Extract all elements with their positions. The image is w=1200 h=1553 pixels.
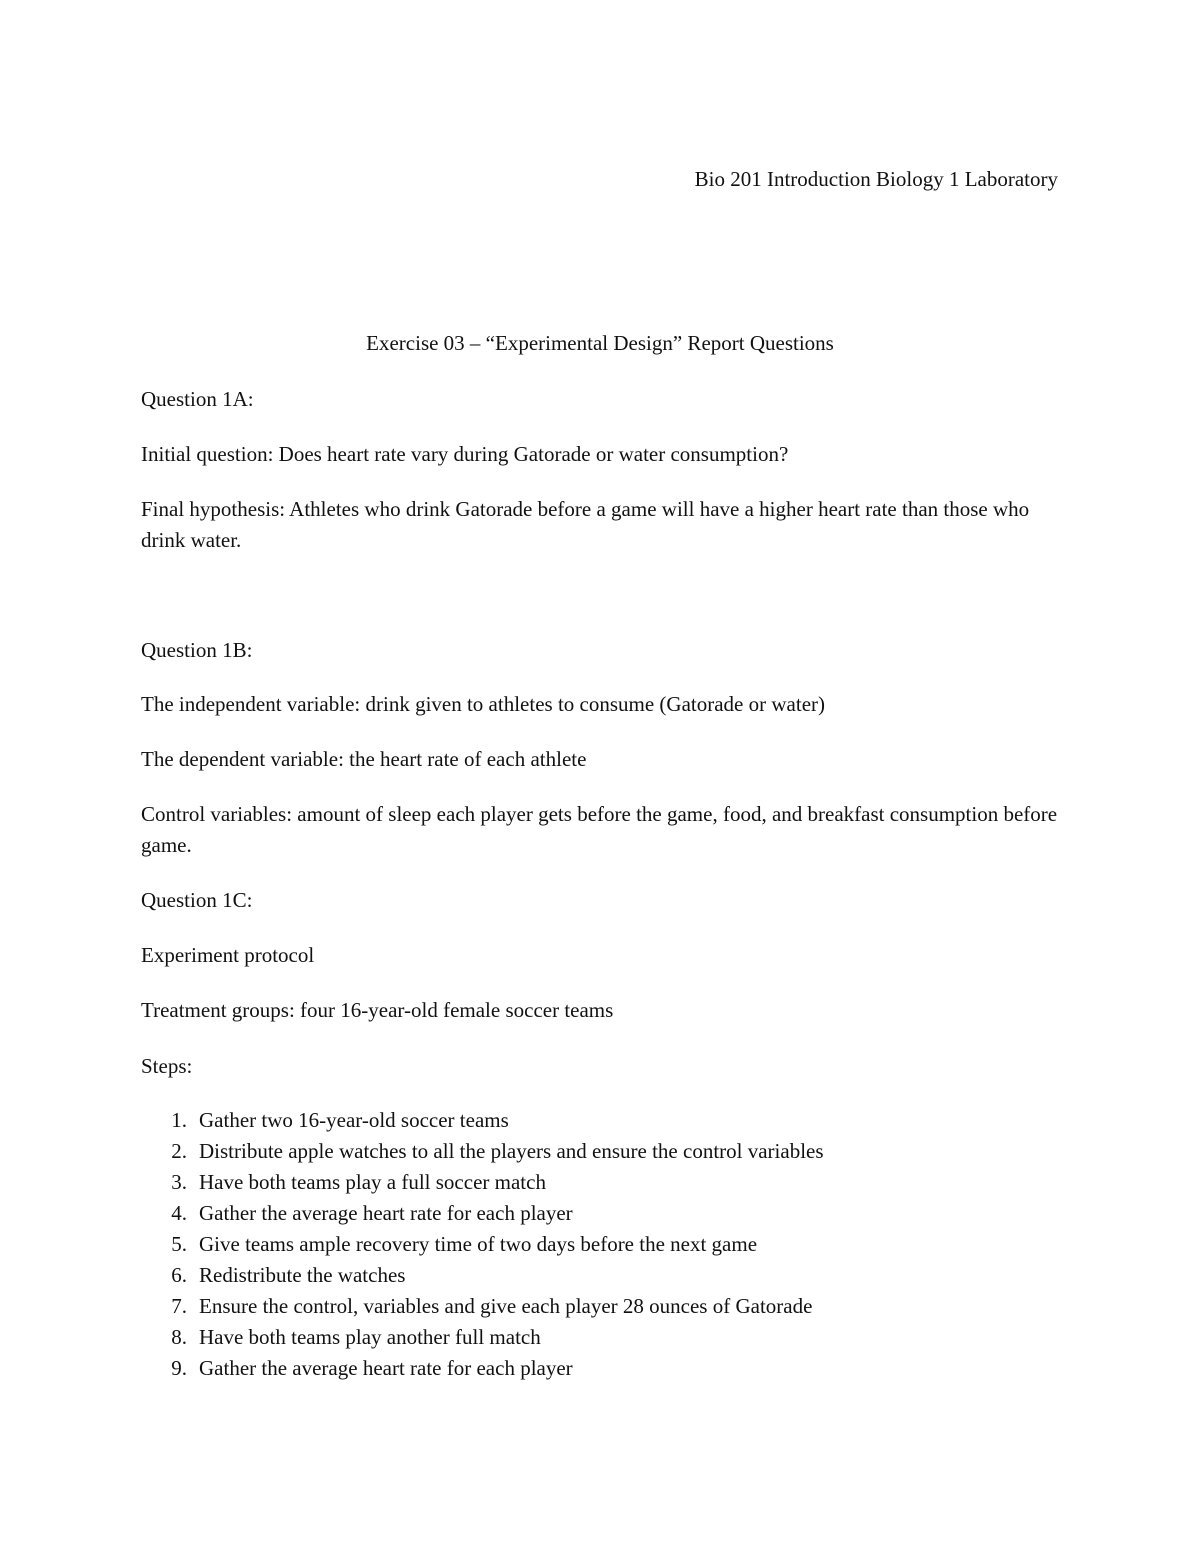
step-number: 1. (171, 1108, 187, 1132)
step-text: Give teams ample recovery time of two days before the next game (199, 1232, 758, 1256)
experiment-protocol: Experiment protocol (141, 943, 315, 967)
step-text: Have both teams play a full soccer match (199, 1170, 546, 1194)
course-header: Bio 201 Introduction Biology 1 Laboratory (694, 167, 1058, 191)
list-item (141, 1353, 824, 1384)
list-item (141, 1291, 824, 1322)
step-text: Distribute apple watches to all the players and ensure the control variables (199, 1139, 824, 1163)
step-number: 3. (171, 1170, 187, 1194)
step-text: Ensure the control, variables and give each player 28 ounces of Gatorade (199, 1294, 813, 1318)
list-item (141, 1105, 824, 1136)
question-1b-heading: Question 1B: (141, 638, 253, 662)
step-number: 4. (171, 1201, 187, 1225)
initial-question: Initial question: Does heart rate vary during Gatorade or water consumption? (141, 442, 789, 466)
steps-label: Steps: (141, 1054, 193, 1078)
list-item (141, 1260, 824, 1291)
step-number: 9. (171, 1356, 187, 1380)
question-1a-heading: Question 1A: (141, 387, 254, 411)
step-number: 2. (171, 1139, 187, 1163)
list-item (141, 1136, 824, 1167)
independent-variable: The independent variable: drink given to athletes to consume (Gatorade or water) (141, 692, 825, 716)
dependent-variable: The dependent variable: the heart rate of each athlete (141, 747, 587, 771)
list-item (141, 1167, 824, 1198)
control-variables: Control variables: amount of sleep each player gets before the game, food, and breakfast consumption before game. (141, 802, 1058, 857)
list-item (141, 1198, 824, 1229)
step-number: 7. (171, 1294, 187, 1318)
step-text: Redistribute the watches (199, 1263, 406, 1287)
list-item (141, 1322, 824, 1353)
step-text: Gather the average heart rate for each player (199, 1201, 573, 1225)
question-1c-heading: Question 1C: (141, 888, 253, 912)
treatment-groups: Treatment groups: four 16-year-old female soccer teams (141, 998, 614, 1022)
step-text: Gather the average heart rate for each player (199, 1356, 573, 1380)
list-item (141, 1229, 824, 1260)
step-number: 8. (171, 1325, 187, 1349)
steps-list (141, 1105, 824, 1384)
final-hypothesis: Final hypothesis: Athletes who drink Gatorade before a game will have a higher heart rate than those who drink water. (141, 497, 1030, 552)
step-text: Gather two 16-year-old soccer teams (199, 1108, 509, 1132)
step-text: Have both teams play another full match (199, 1325, 541, 1349)
step-number: 5. (171, 1232, 187, 1256)
page-title: Exercise 03 – “Experimental Design” Report Questions (366, 331, 834, 355)
step-number: 6. (171, 1263, 187, 1287)
